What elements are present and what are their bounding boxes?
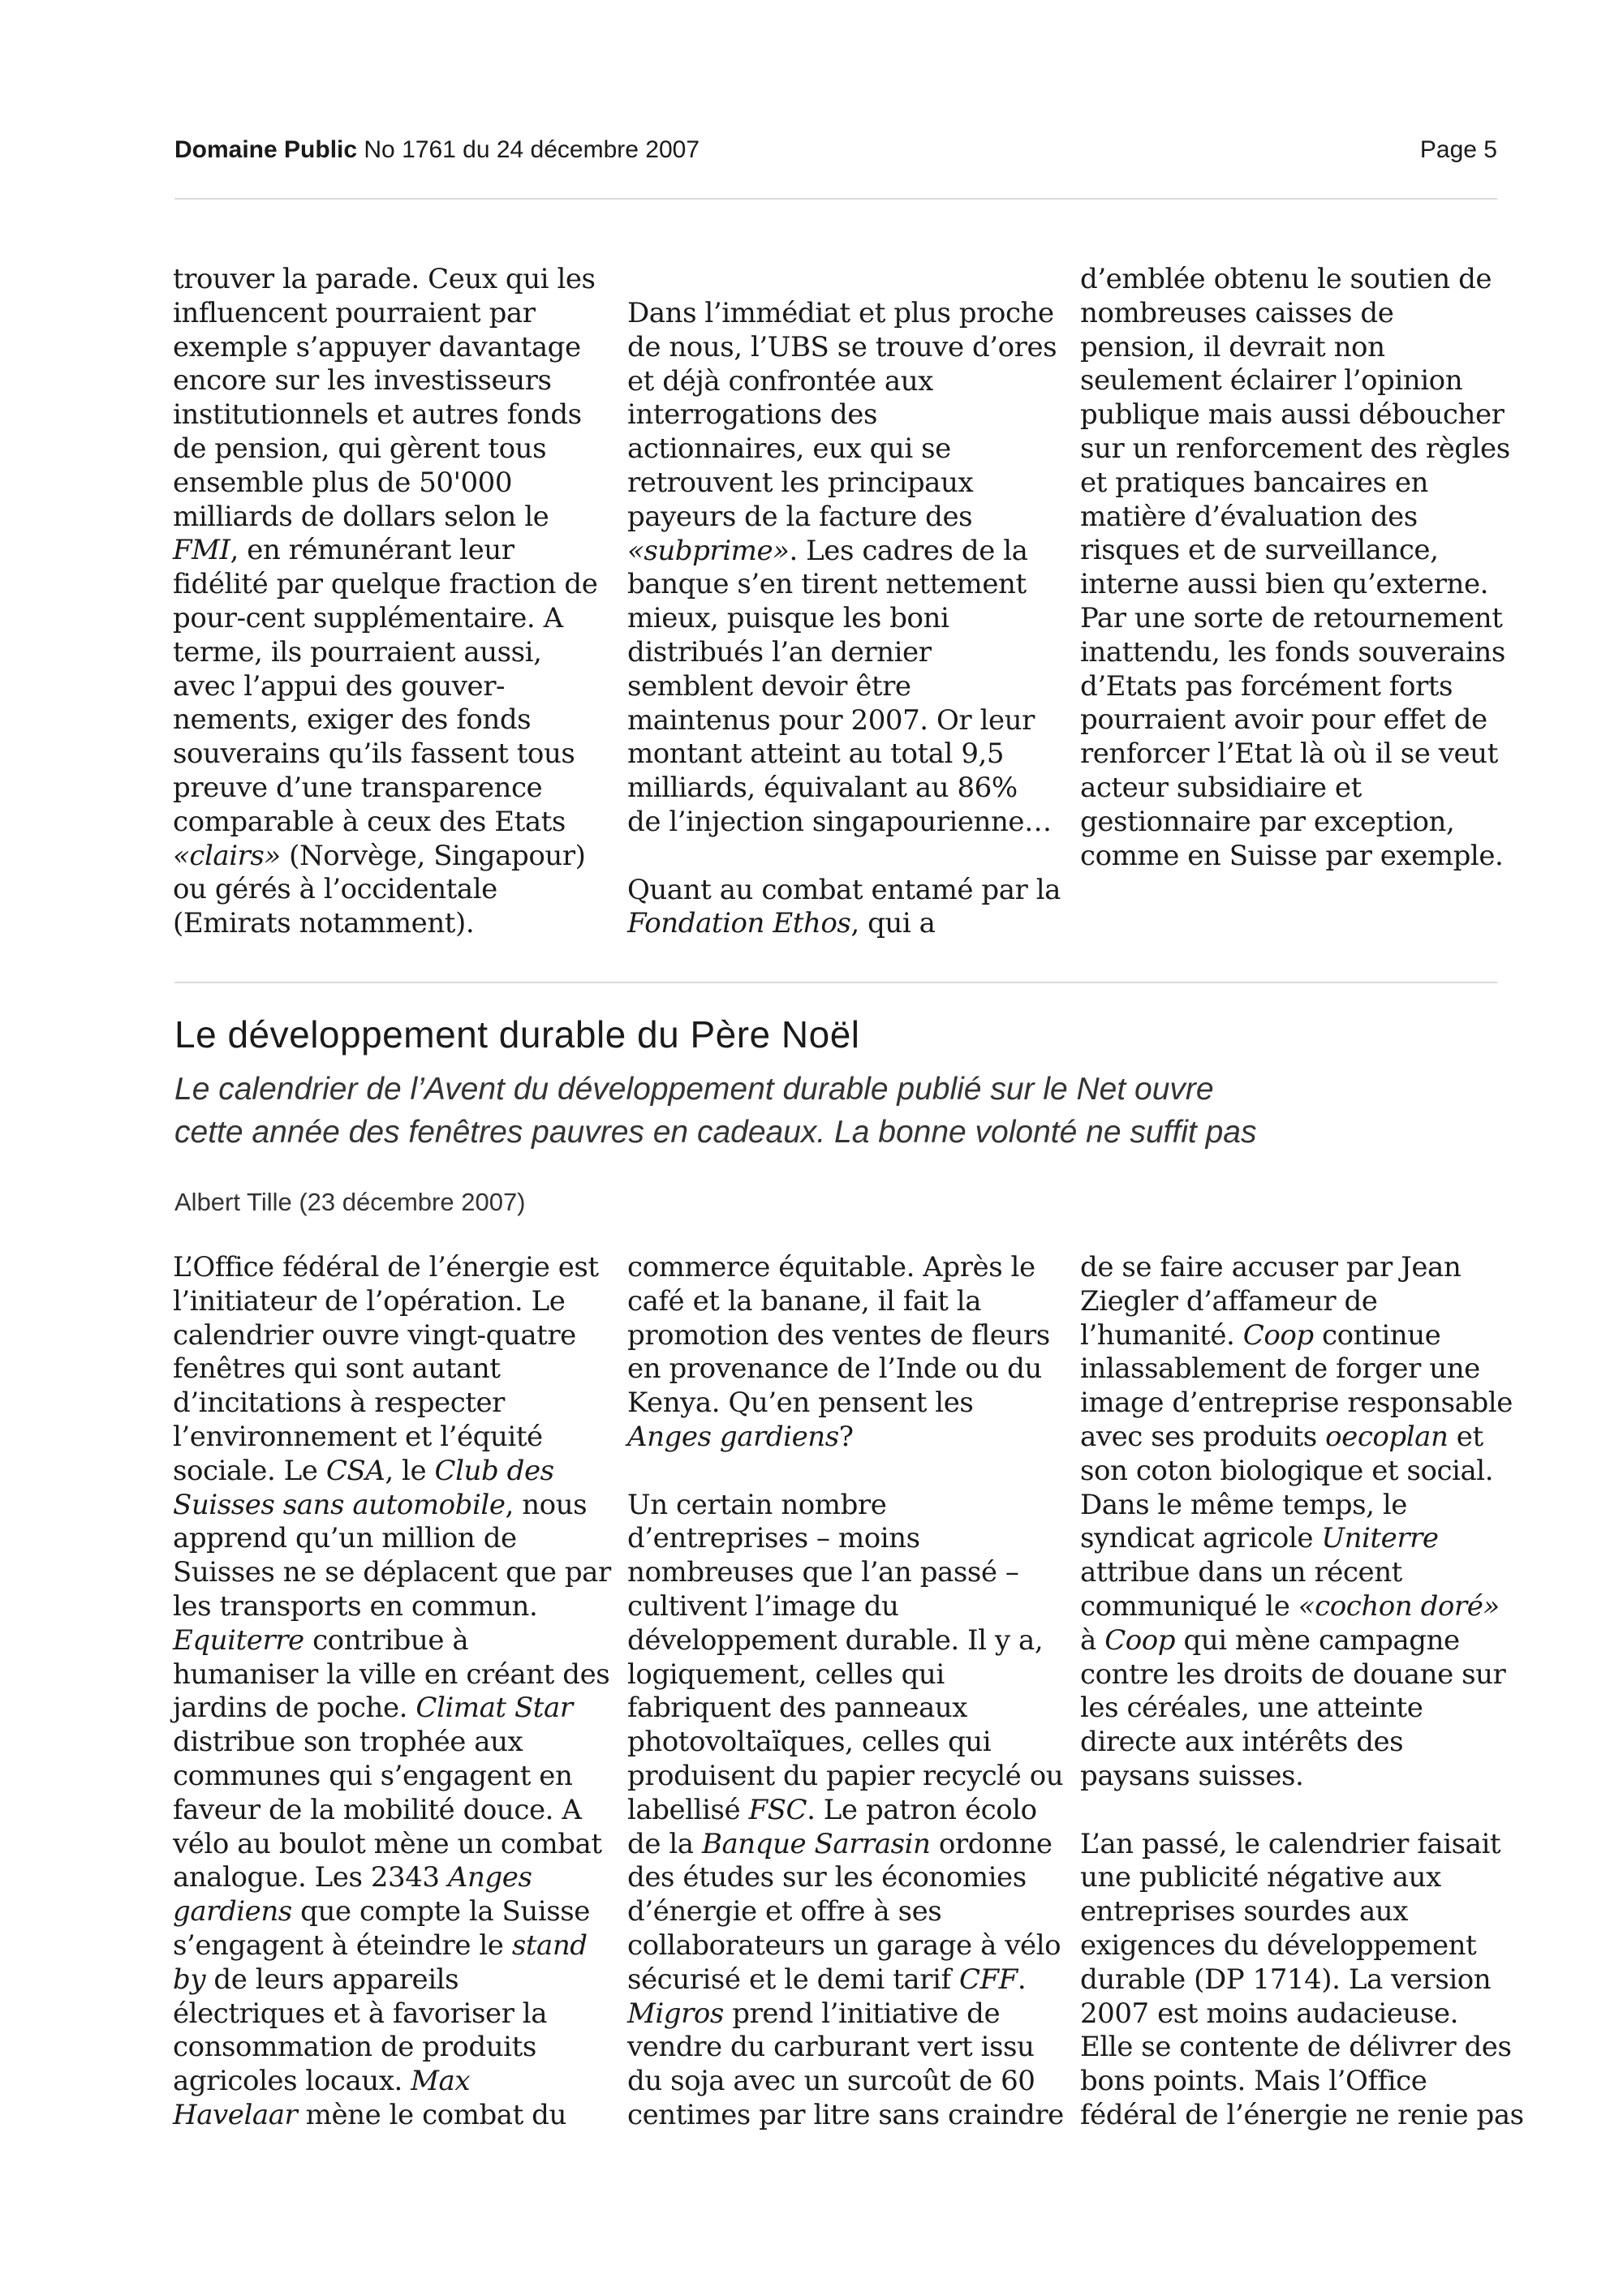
italic-text: «subprime» xyxy=(627,534,790,567)
article-divider xyxy=(174,982,1497,983)
italic-text: oecoplan xyxy=(1325,1420,1449,1453)
italic-text: Fondation Ethos xyxy=(627,907,851,940)
text-run: mène le combat du xyxy=(297,2098,566,2131)
article-column-2 xyxy=(627,1251,1064,2133)
paragraph xyxy=(627,1251,1049,1455)
page-header xyxy=(174,136,1497,166)
text-run: L’Office fédéral de l’énergie est l’initiateur de l’opération. Le calendrier ouvre vingt-quatre fenêtres qui sont autant d’incitations à respecter l’environnement et l’équité sociale. Le xyxy=(173,1251,599,1487)
paragraph xyxy=(1080,263,1510,873)
issue-info: No 1761 du 24 décembre 2007 xyxy=(364,136,700,163)
italic-text: Max Havelaar xyxy=(173,2065,471,2131)
italic-text: FSC xyxy=(748,1793,807,1826)
italic-text: Uniterre xyxy=(1321,1522,1439,1555)
italic-text: «clairs» xyxy=(173,839,281,872)
text-run: Dans l’immédiat et plus proche de nous, l’UBS se trouve d’ores et déjà confrontée aux interrogations des actionnaires, eux qui se retrouvent les principaux payeurs de la facture des xyxy=(627,297,1057,533)
text-run: attribue dans un récent communiqué le xyxy=(1080,1556,1402,1623)
text-run: (Norvège, Singapour) ou gérés à l’occidentale (Emirats notamment). xyxy=(173,839,586,940)
paragraph xyxy=(173,1251,611,2133)
italic-text: «cochon doré» xyxy=(1298,1589,1500,1623)
text-run: . Le patron écolo de la xyxy=(627,1793,1037,1860)
italic-text: Migros xyxy=(627,1997,724,2030)
previous-article-column-2 xyxy=(627,297,1061,941)
text-run: ? xyxy=(838,1420,854,1453)
text-run: qui mène campagne contre les droits de douane sur les céréales, une atteinte directe aux intérêts des paysans suisses. xyxy=(1080,1623,1506,1792)
paragraph xyxy=(627,297,1057,840)
paragraph xyxy=(173,263,598,941)
text-run: prend l’initiative de vendre du carburant vert issu du soja avec un surcoût de 60 centimes par litre sans craindre xyxy=(627,1997,1064,2131)
text-run: distribue son trophée aux communes qui s’engagent en faveur de la mobilité douce. A vélo au boulot mène un combat analogue. Les 2343 xyxy=(173,1726,602,1894)
text-run: L’an passé, le calendrier faisait une publicité négative aux entreprises sourdes aux exigences du développement durable (DP 1714). La version 2007 est moins audacieuse. Elle se contente de délivrer des bons points. Mais l’Office fédéral de l’énergie ne renie pas xyxy=(1080,1827,1524,2131)
text-run: , en rémunérant leur fidélité par quelque fraction de pour-cent supplémentaire. A terme, ils pourraient aussi, avec l’appui des gouver- nements, exiger des fonds souverains qu’ils fassent tous preuve d’une transparence comparable à ceux des Etats xyxy=(173,534,598,838)
article-column-3 xyxy=(1080,1251,1524,2133)
text-run: continue inlassablement de forger une image d’entreprise responsable avec ses produits xyxy=(1080,1318,1513,1453)
paragraph xyxy=(627,873,1061,942)
text-run: . xyxy=(1017,1963,1027,1996)
page-number: Page 5 xyxy=(1419,136,1497,163)
italic-text: Coop xyxy=(1104,1623,1176,1657)
article-subtitle: Le calendrier de l’Avent du développement durable publié sur le Net ouvre cette année des fenêtres pauvres en cadeaux. La bonne volonté ne suffit pas xyxy=(174,1072,1257,1150)
text-run: Quant au combat entamé par la xyxy=(627,873,1061,906)
text-run: de leurs appareils électriques et à favoriser la consommation de produits agricoles locaux. xyxy=(173,1963,548,2098)
paragraph xyxy=(1080,1251,1513,1794)
italic-text: stand by xyxy=(173,1928,588,1996)
italic-text: Club des Suisses sans automobile xyxy=(173,1454,554,1521)
italic-text: Equiterre xyxy=(173,1623,304,1657)
text-run: , qui a xyxy=(850,907,936,940)
text-run: que compte la Suisse s’engagent à éteindre le xyxy=(173,1895,590,1962)
paragraph xyxy=(627,1488,1064,2133)
italic-text: Climat Star xyxy=(415,1692,573,1725)
text-run: . Les cadres de la banque s’en tirent nettement mieux, puisque les boni distribués l’an dernier semblent devoir être maintenus pour 2007. Or leur montant atteint au total 9,5 milliards, équivalant au 86% de l’injection singapourienne… xyxy=(627,534,1052,838)
article-title: Le développement durable du Père Noël xyxy=(174,1013,860,1056)
article-byline: Albert Tille (23 décembre 2007) xyxy=(174,1188,526,1216)
text-run: trouver la parade. Ceux qui les influencent pourraient par exemple s’appuyer davantage encore sur les investisseurs institutionnels et autres fonds de pension, qui gèrent tous ensemble plus de 50'000 milliards de dollars selon le xyxy=(173,263,596,533)
text-run: de se faire accuser par Jean Ziegler d’affameur de l’humanité. xyxy=(1080,1251,1462,1352)
publication-name: Domaine Public xyxy=(174,136,358,163)
italic-text: Anges gardiens xyxy=(627,1420,839,1453)
paragraph xyxy=(1080,1827,1524,2133)
text-run: d’emblée obtenu le soutien de nombreuses caisses de pension, il devrait non seulement éclairer l’opinion publique mais aussi déboucher sur un renforcement des règles et pratiques bancaires en matière d’évaluation des risques et de surveillance, interne aussi bien qu’externe. Par une sorte de retournement inattendu, les fonds souverains d’Etats pas forcément forts pourraient avoir pour effet de renforcer l’Etat là où il se veut acteur subsidiaire et gestionnaire par exception, comme en Suisse par exemple. xyxy=(1080,263,1510,872)
text-run: , le xyxy=(385,1454,435,1487)
italic-text: Banque Sarrasin xyxy=(701,1827,931,1860)
italic-text: CFF xyxy=(958,1963,1018,1996)
text-run: à xyxy=(1080,1623,1096,1657)
italic-text: FMI xyxy=(173,534,230,567)
italic-text: Anges gardiens xyxy=(173,1861,532,1928)
text-run: et son coton biologique et social. Dans le même temps, le syndicat agricole xyxy=(1080,1420,1494,1555)
previous-article-column-1 xyxy=(173,263,598,941)
text-run: Un certain nombre d’entreprises – moins nombreuses que l’an passé – cultivent l’image du développement durable. Il y a, logiquement, celles qui fabriquent des panneaux photovoltaïques, celles qui produisent du papier recyclé ou labellisé xyxy=(627,1488,1064,1826)
italic-text: CSA xyxy=(325,1454,385,1487)
text-run: , nous apprend qu’un million de Suisses ne se déplacent que par les transports en commun. xyxy=(173,1488,611,1623)
text-run: commerce équitable. Après le café et la banane, il fait la promotion des ventes de fleurs en provenance de l’Inde ou du Kenya. Qu’en pensent les xyxy=(627,1251,1050,1420)
header-divider xyxy=(174,198,1497,200)
italic-text: Coop xyxy=(1242,1318,1314,1352)
previous-article-column-3 xyxy=(1080,263,1510,873)
article-column-1 xyxy=(173,1251,611,2133)
text-run: contribue à humaniser la ville en créant des jardins de poche. xyxy=(173,1623,610,1725)
text-run: ordonne des études sur les économies d’énergie et offre à ses collaborateurs un garage à vélo sécurisé et le demi tarif xyxy=(627,1827,1061,1996)
